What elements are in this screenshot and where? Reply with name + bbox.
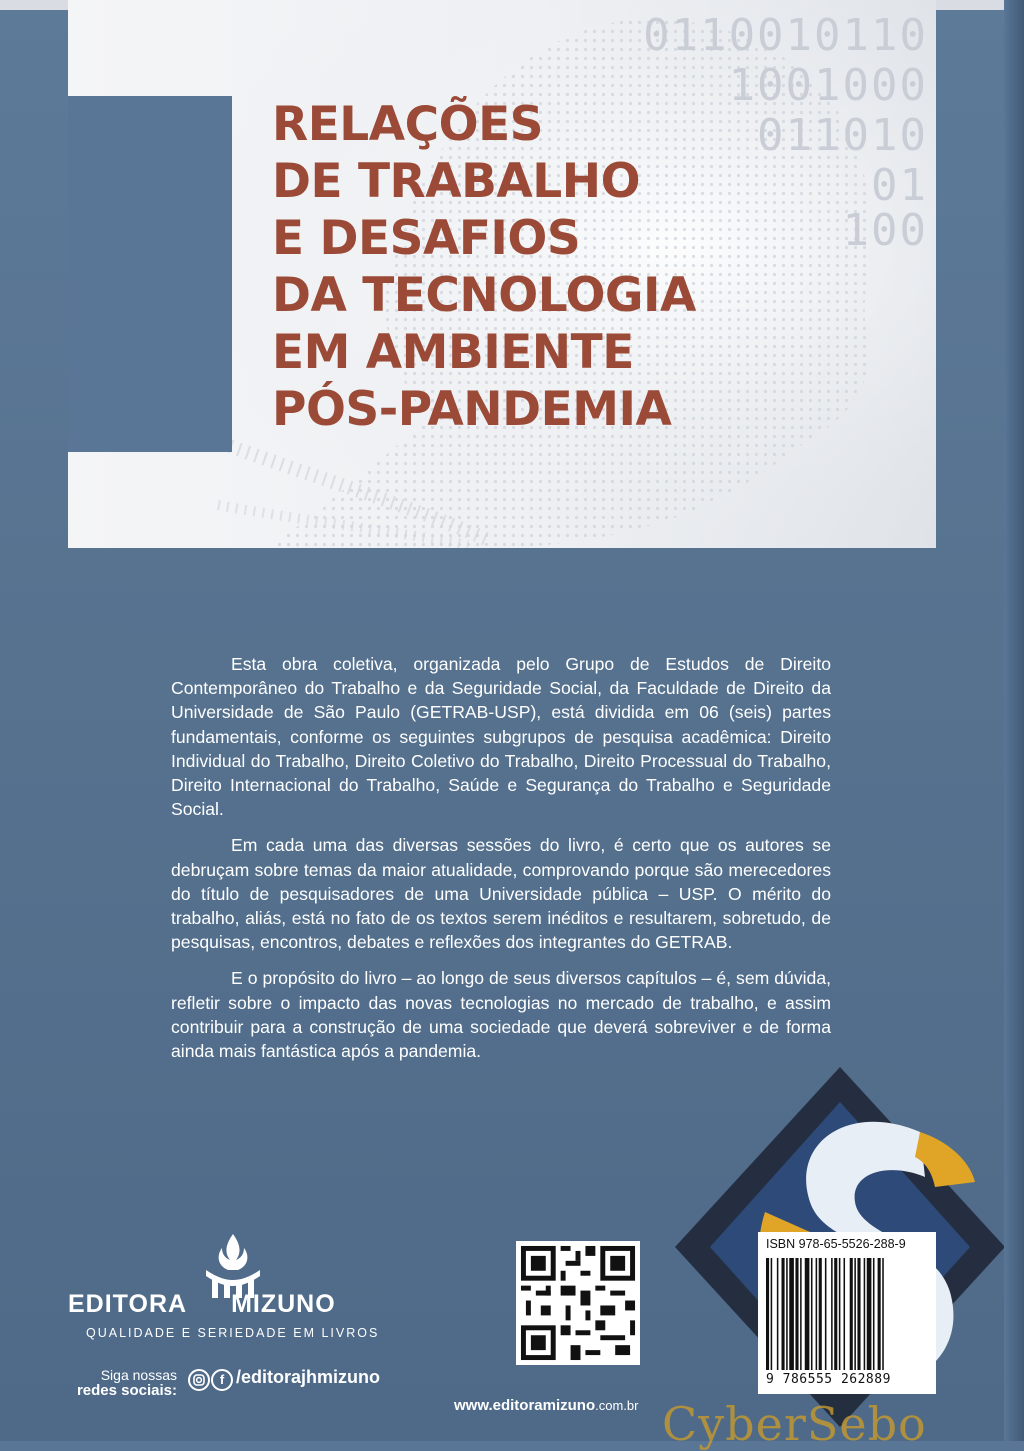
- title-line: PÓS-PANDEMIA: [272, 382, 672, 437]
- synopsis-paragraph: Em cada uma das diversas sessões do livro, é certo que os autores se debruçam sobre temas da maior atualidade, comprovando porque são merecedores do título de pesquisadores de uma Universidade pública – USP. O mérito do trabalho, aliás, está no fato de os textos serem inéditos e resultarem, sobretudo, de pesquisas, encontros, debates e reflexões dos integrantes do GETRAB.: [171, 835, 831, 953]
- barcode-bar: [786, 1258, 788, 1370]
- instagram-icon: [188, 1369, 210, 1391]
- binary-digits: 0110010110: [643, 10, 928, 61]
- title-line: DA TECNOLOGIA: [272, 268, 696, 323]
- publisher-name: [68, 1290, 336, 1319]
- barcode-bar: [805, 1258, 810, 1370]
- mizuno-flame-icon: [198, 1232, 268, 1298]
- title-line: DE TRABALHO: [272, 154, 641, 209]
- barcode: [758, 1232, 936, 1394]
- barcode-label: [758, 1232, 936, 1394]
- barcode-bar: [789, 1258, 794, 1370]
- cover-edge: [1004, 0, 1024, 1441]
- facebook-icon: f: [211, 1369, 233, 1391]
- social-label: [72, 1367, 177, 1399]
- url-main: www.editoramizuno: [454, 1397, 596, 1414]
- barcode-digits: 9 786555 262889: [766, 1372, 891, 1387]
- binary-digits: 1001000: [728, 60, 928, 111]
- binary-digits: 011010: [757, 110, 928, 161]
- barcode-bar: [782, 1258, 785, 1370]
- barcode-bar: [882, 1258, 884, 1370]
- binary-digits: 100: [842, 205, 928, 256]
- barcode-bar: [766, 1258, 769, 1370]
- barcode-bar: [800, 1258, 802, 1370]
- binary-digits: 01: [871, 160, 928, 211]
- publisher-name-left: EDITORA: [68, 1290, 188, 1318]
- publisher-tagline: QUALIDADE E SERIEDADE EM LIVROS: [86, 1326, 380, 1340]
- barcode-bar: [857, 1258, 860, 1370]
- barcode-bar: [811, 1258, 813, 1370]
- publisher-url[interactable]: [454, 1397, 638, 1414]
- barcode-bar: [795, 1258, 798, 1370]
- synopsis-paragraph: E o propósito do livro – ao longo de seus diversos capítulos – é, sem dúvida, refletir sobre o impacto das novas tecnologias no mercado de trabalho, e assim contribuir para a construção de uma sociedade que deverá sobreviver e de forma ainda mais fantástica após a pandemia.: [171, 968, 831, 1062]
- barcode-bar: [839, 1258, 841, 1370]
- barcode-bar: [771, 1258, 773, 1370]
- publisher-name-right: MIZUNO: [231, 1290, 336, 1318]
- social-label-line: redes sociais:: [76, 1382, 177, 1399]
- barcode-bar: [850, 1258, 853, 1370]
- barcode-bar: [816, 1258, 818, 1370]
- isbn-label: ISBN 978-65-5526-288-9: [766, 1237, 906, 1251]
- barcode-bar: [867, 1258, 872, 1370]
- title-line: RELAÇÕES: [272, 97, 544, 152]
- barcode-bar: [777, 1258, 779, 1370]
- title-line: EM AMBIENTE: [272, 325, 634, 380]
- barcode-bar: [825, 1258, 827, 1370]
- barcode-bar: [864, 1258, 866, 1370]
- book-title: [272, 96, 832, 438]
- url-suffix: .com.br: [595, 1398, 639, 1413]
- synopsis-paragraph: Esta obra coletiva, organizada pelo Grupo de Estudos de Direito Contemporâneo do Trabalho e da Seguridade Social, da Faculdade de Direito da Universidade de São Paulo (GETRAB-USP), está dividida em 06 (seis) partes fundamentais, conforme os seguintes subgrupos de pesquisa acadêmica: Direito Individual do Trabalho, Direito Coletivo do Trabalho, Direito Processual do Trabalho, Direito Internacional do Trabalho, Saúde e Segurança do Trabalho e Seguridade Social.: [171, 654, 831, 820]
- watermark-text: CyberSebo: [662, 1397, 927, 1451]
- barcode-bar: [873, 1258, 875, 1370]
- title-line: E DESAFIOS: [272, 211, 581, 266]
- color-block: [68, 96, 232, 452]
- barcode-bar: [844, 1258, 846, 1370]
- synopsis: [171, 652, 831, 1075]
- barcode-bar: [878, 1258, 881, 1370]
- social-handle: /editorajhmizuno: [236, 1367, 380, 1387]
- social-label-line: Siga nossas: [100, 1367, 177, 1383]
- qr-code: [516, 1241, 640, 1365]
- barcode-bar: [831, 1258, 833, 1370]
- barcode-bar: [834, 1258, 837, 1370]
- barcode-bar: [819, 1258, 822, 1370]
- barcode-bar: [854, 1258, 856, 1370]
